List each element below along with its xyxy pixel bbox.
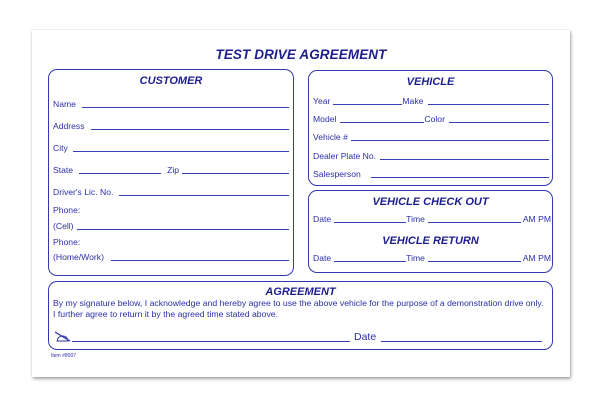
checkout-ampm[interactable]: AM PM <box>522 214 551 224</box>
item-number: Item #8007 <box>51 353 77 359</box>
phone-home-field[interactable] <box>111 260 289 261</box>
return-heading: VEHICLE RETURN <box>382 235 479 247</box>
zip-field[interactable] <box>182 173 289 174</box>
return-time-label: Time <box>406 253 425 263</box>
city-label: City <box>53 143 68 153</box>
phone-home-label: Phone: <box>53 237 81 247</box>
signature-pen-icon <box>54 330 72 343</box>
test-drive-form <box>32 30 570 377</box>
checkout-return-section <box>308 190 553 273</box>
checkout-heading: VEHICLE CHECK OUT <box>372 196 489 208</box>
checkout-date-field[interactable] <box>334 222 406 223</box>
form-title: TEST DRIVE AGREEMENT <box>215 47 387 62</box>
dealer-plate-field[interactable] <box>380 159 549 160</box>
city-field[interactable] <box>73 151 289 152</box>
vehicle-number-label: Vehicle # <box>313 132 348 142</box>
customer-heading: CUSTOMER <box>139 75 203 87</box>
agreement-text-line-1: By my signature below, I acknowledge and hereby agree to use the above vehicle for the purpose of a demonstration drive only. <box>53 298 544 308</box>
make-field[interactable] <box>428 104 549 105</box>
checkout-date-label: Date <box>313 214 332 224</box>
color-label: Color <box>424 114 445 124</box>
drivers-license-label: Driver's Lic. No. <box>53 187 114 197</box>
return-date-label: Date <box>313 253 332 263</box>
color-field[interactable] <box>449 122 549 123</box>
model-field[interactable] <box>340 122 424 123</box>
phone-home-sublabel: (Home/Work) <box>53 252 104 262</box>
state-label: State <box>53 165 74 175</box>
return-time-field[interactable] <box>428 261 521 262</box>
dealer-plate-label: Dealer Plate No. <box>313 151 377 161</box>
name-label: Name <box>53 99 76 109</box>
checkout-time-field[interactable] <box>428 222 521 223</box>
state-field[interactable] <box>79 173 161 174</box>
vehicle-heading: VEHICLE <box>406 76 455 88</box>
phone-cell-sublabel: (Cell) <box>53 221 74 231</box>
checkout-time-label: Time <box>406 214 425 224</box>
zip-label: Zip <box>167 165 180 175</box>
address-field[interactable] <box>91 129 289 130</box>
agreement-heading: AGREEMENT <box>265 286 336 298</box>
model-label: Model <box>313 114 337 124</box>
salesperson-label: Salesperson <box>313 169 361 179</box>
phone-cell-label: Phone: <box>53 205 81 215</box>
year-label: Year <box>313 96 331 106</box>
address-label: Address <box>53 121 85 131</box>
name-field[interactable] <box>82 107 289 108</box>
return-ampm[interactable]: AM PM <box>522 253 551 263</box>
agreement-text-line-2: I further agree to return it by the agreed time stated above. <box>53 309 279 319</box>
agreement-date-label: Date <box>354 331 377 343</box>
drivers-license-field[interactable] <box>119 195 289 196</box>
vehicle-number-field[interactable] <box>351 140 549 141</box>
signature-field[interactable] <box>72 341 350 342</box>
agreement-date-field[interactable] <box>381 341 542 342</box>
year-field[interactable] <box>333 104 402 105</box>
agreement-section <box>48 281 553 350</box>
phone-cell-field[interactable] <box>77 229 289 230</box>
return-date-field[interactable] <box>334 261 406 262</box>
salesperson-field[interactable] <box>371 177 549 178</box>
make-label: Make <box>402 96 424 106</box>
customer-section <box>48 69 294 276</box>
vehicle-section <box>308 70 553 186</box>
